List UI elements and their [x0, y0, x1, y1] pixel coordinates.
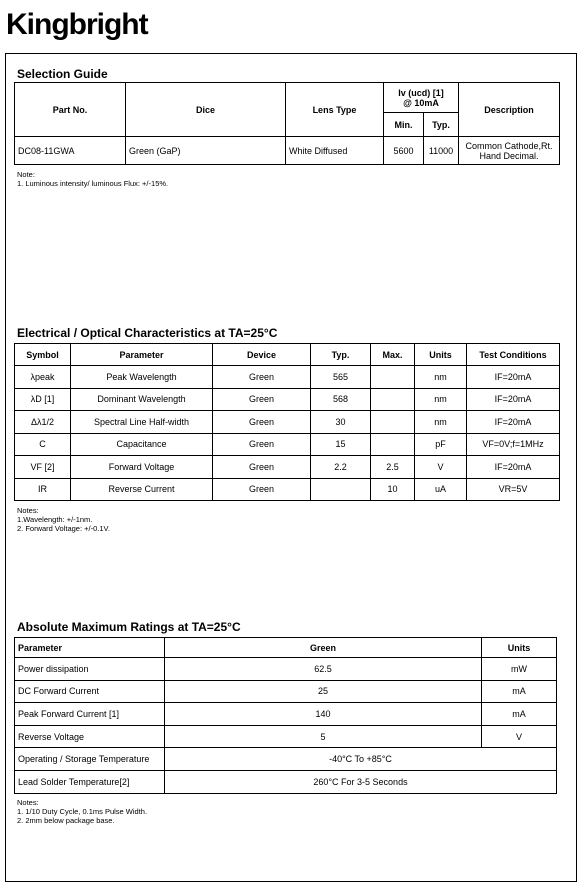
table-row: [15, 388, 560, 411]
table-row: [15, 658, 557, 681]
cell-typ: [311, 478, 371, 501]
cell-param: Operating / Storage Temperature: [15, 748, 165, 771]
cell-units: V: [415, 456, 467, 479]
ah-param: Parameter: [15, 638, 165, 658]
cell-device: Green: [213, 411, 311, 434]
cell-cond: IF=20mA: [467, 366, 560, 389]
absolute-table: [14, 637, 557, 794]
table-row: [15, 680, 557, 703]
electrical-table: [14, 343, 560, 501]
table-row: [15, 456, 560, 479]
cell-typ: 2.2: [311, 456, 371, 479]
cell-lens: White Diffused: [286, 137, 384, 165]
cell-units: pF: [415, 433, 467, 456]
cell-value: 5: [165, 725, 482, 748]
cell-device: Green: [213, 388, 311, 411]
cell-units: mA: [482, 680, 557, 703]
cell-max: 2.5: [371, 456, 415, 479]
cell-max: [371, 411, 415, 434]
cell-param: Reverse Current: [71, 478, 213, 501]
table-row: [15, 770, 557, 793]
cell-typ: 30: [311, 411, 371, 434]
cell-cond: VF=0V;f=1MHz: [467, 433, 560, 456]
cell-symbol: IR: [15, 478, 71, 501]
eh-param: Parameter: [71, 344, 213, 366]
cell-value: 260°C For 3-5 Seconds: [165, 770, 557, 793]
cell-symbol: VF [2]: [15, 456, 71, 479]
header-iv: Iv (ucd) [1] @ 10mA: [384, 83, 459, 113]
header-min: Min.: [384, 113, 424, 137]
cell-symbol: C: [15, 433, 71, 456]
table-row: [15, 366, 560, 389]
cell-max: 10: [371, 478, 415, 501]
header-lens: Lens Type: [286, 83, 384, 137]
cell-param: Peak Wavelength: [71, 366, 213, 389]
absolute-notes: Notes: 1. 1/10 Duty Cycle, 0.1ms Pulse Width. 2. 2mm below package base.: [17, 798, 148, 825]
cell-units: uA: [415, 478, 467, 501]
cell-typ: 568: [311, 388, 371, 411]
cell-units: mA: [482, 703, 557, 726]
cell-units: mW: [482, 658, 557, 681]
cell-param: Forward Voltage: [71, 456, 213, 479]
absolute-title: Absolute Maximum Ratings at TA=25°C: [17, 620, 241, 634]
cell-param: Capacitance: [71, 433, 213, 456]
cell-units: V: [482, 725, 557, 748]
cell-value: 25: [165, 680, 482, 703]
eh-units: Units: [415, 344, 467, 366]
table-row: [15, 725, 557, 748]
cell-symbol: Δλ1/2: [15, 411, 71, 434]
cell-value: 62.5: [165, 658, 482, 681]
cell-typ: 15: [311, 433, 371, 456]
cell-param: DC Forward Current: [15, 680, 165, 703]
table-row: [15, 748, 557, 771]
header-part: Part No.: [15, 83, 126, 137]
selection-notes: Note: 1. Luminous intensity/ luminous Flux: +/-15%.: [17, 170, 169, 188]
cell-value: -40°C To +85°C: [165, 748, 557, 771]
eh-typ: Typ.: [311, 344, 371, 366]
cell-units: nm: [415, 366, 467, 389]
cell-device: Green: [213, 433, 311, 456]
brand-logo: Kingbright: [6, 8, 148, 41]
cell-param: Power dissipation: [15, 658, 165, 681]
selection-title: Selection Guide: [17, 67, 108, 81]
cell-device: Green: [213, 366, 311, 389]
eh-symbol: Symbol: [15, 344, 71, 366]
eh-device: Device: [213, 344, 311, 366]
cell-device: Green: [213, 478, 311, 501]
cell-param: Lead Solder Temperature[2]: [15, 770, 165, 793]
cell-cond: IF=20mA: [467, 411, 560, 434]
table-row: [15, 478, 560, 501]
ah-units: Units: [482, 638, 557, 658]
electrical-notes: Notes: 1.Wavelength: +/-1nm. 2. Forward Voltage: +/-0.1V.: [17, 506, 110, 533]
cell-symbol: λpeak: [15, 366, 71, 389]
cell-part: DC08-11GWA: [15, 137, 126, 165]
cell-typ: 565: [311, 366, 371, 389]
cell-cond: IF=20mA: [467, 388, 560, 411]
cell-param: Peak Forward Current [1]: [15, 703, 165, 726]
selection-table: [14, 82, 560, 165]
cell-typ: 11000: [424, 137, 459, 165]
eh-cond: Test Conditions: [467, 344, 560, 366]
header-typ: Typ.: [424, 113, 459, 137]
cell-value: 140: [165, 703, 482, 726]
cell-param: Spectral Line Half-width: [71, 411, 213, 434]
electrical-title: Electrical / Optical Characteristics at TA=25°C: [17, 326, 278, 340]
cell-desc: Common Cathode,Rt. Hand Decimal.: [459, 137, 560, 165]
cell-max: [371, 388, 415, 411]
cell-symbol: λD [1]: [15, 388, 71, 411]
cell-param: Reverse Voltage: [15, 725, 165, 748]
table-row: [15, 411, 560, 434]
header-dice: Dice: [126, 83, 286, 137]
cell-cond: IF=20mA: [467, 456, 560, 479]
header-desc: Description: [459, 83, 560, 137]
table-row: [15, 703, 557, 726]
ah-green: Green: [165, 638, 482, 658]
cell-max: [371, 366, 415, 389]
cell-cond: VR=5V: [467, 478, 560, 501]
cell-units: nm: [415, 411, 467, 434]
cell-min: 5600: [384, 137, 424, 165]
cell-dice: Green (GaP): [126, 137, 286, 165]
cell-units: nm: [415, 388, 467, 411]
cell-max: [371, 433, 415, 456]
table-row: [15, 433, 560, 456]
cell-param: Dominant Wavelength: [71, 388, 213, 411]
cell-device: Green: [213, 456, 311, 479]
eh-max: Max.: [371, 344, 415, 366]
